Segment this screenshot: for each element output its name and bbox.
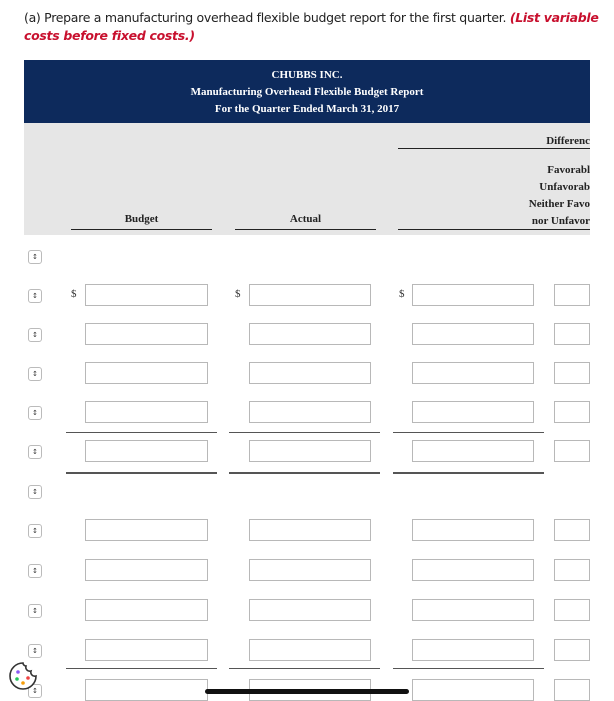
total-rule [393, 668, 544, 669]
actual-input[interactable] [249, 401, 371, 423]
report-title: Manufacturing Overhead Flexible Budget Report [190, 86, 424, 98]
difference-input[interactable] [412, 401, 534, 423]
subtotal-rule [66, 473, 217, 474]
cookie-icon[interactable] [7, 660, 39, 692]
favorable-label-4: nor Unfavor [531, 215, 590, 227]
actual-input[interactable] [249, 519, 371, 541]
actual-input[interactable] [249, 284, 371, 306]
difference-input[interactable] [412, 679, 534, 701]
budget-input[interactable] [85, 519, 208, 541]
difference-input[interactable] [412, 559, 534, 581]
actual-input[interactable] [249, 639, 371, 661]
difference-underline [398, 148, 590, 149]
difference-input[interactable] [412, 599, 534, 621]
budget-input[interactable] [85, 679, 208, 701]
row-select-icon[interactable]: ↕ [28, 406, 42, 420]
difference-input[interactable] [412, 440, 534, 462]
subtotal-rule [393, 473, 544, 474]
favorable-label-2: Unfavorab [539, 181, 590, 193]
favorable-label-1: Favorabl [547, 164, 590, 176]
actual-column-label: Actual [289, 213, 322, 225]
difference-input[interactable] [412, 284, 534, 306]
budget-column-label: Budget [124, 213, 159, 225]
favorable-select[interactable] [554, 639, 590, 661]
total-rule [66, 432, 217, 433]
currency-symbol: $ [399, 288, 405, 300]
difference-bottom-underline [398, 229, 590, 230]
budget-input[interactable] [85, 639, 208, 661]
currency-symbol: $ [235, 288, 241, 300]
favorable-select[interactable] [554, 284, 590, 306]
favorable-select[interactable] [554, 401, 590, 423]
instruction-prefix: (a) Prepare a manufacturing overhead flexible budget report for the first quarter. [24, 10, 507, 25]
actual-input[interactable] [249, 559, 371, 581]
budget-input[interactable] [85, 599, 208, 621]
actual-input[interactable] [249, 599, 371, 621]
instruction-hint: (List variable costs before fixed costs.) [24, 10, 599, 43]
home-indicator [205, 689, 409, 694]
budget-input[interactable] [85, 362, 208, 384]
row-select-icon[interactable]: ↕ [28, 250, 42, 264]
column-header [24, 123, 590, 235]
favorable-select[interactable] [554, 362, 590, 384]
row-select-icon[interactable]: ↕ [28, 485, 42, 499]
row-select-icon[interactable]: ↕ [28, 564, 42, 578]
report-banner [24, 60, 590, 123]
favorable-select[interactable] [554, 323, 590, 345]
difference-input[interactable] [412, 323, 534, 345]
row-select-icon[interactable]: ↕ [28, 684, 42, 698]
row-select-icon[interactable]: ↕ [28, 604, 42, 618]
budget-input[interactable] [85, 559, 208, 581]
instruction-text [24, 9, 599, 45]
total-rule [66, 668, 217, 669]
favorable-select[interactable] [554, 519, 590, 541]
favorable-select[interactable] [554, 679, 590, 701]
row-select-icon[interactable]: ↕ [28, 328, 42, 342]
actual-input[interactable] [249, 362, 371, 384]
row-select-icon[interactable]: ↕ [28, 524, 42, 538]
currency-symbol: $ [71, 288, 77, 300]
favorable-select[interactable] [554, 599, 590, 621]
row-select-icon[interactable]: ↕ [28, 289, 42, 303]
report-period: For the Quarter Ended March 31, 2017 [214, 103, 400, 115]
subtotal-rule [229, 473, 380, 474]
difference-input[interactable] [412, 519, 534, 541]
budget-underline [71, 229, 212, 230]
actual-input[interactable] [249, 323, 371, 345]
difference-input[interactable] [412, 362, 534, 384]
favorable-select[interactable] [554, 559, 590, 581]
total-rule [229, 432, 380, 433]
budget-input[interactable] [85, 323, 208, 345]
favorable-label-3: Neither Favo [528, 198, 590, 210]
row-select-icon[interactable]: ↕ [28, 367, 42, 381]
actual-input[interactable] [249, 440, 371, 462]
difference-label: Differenc [546, 135, 590, 147]
row-select-icon[interactable]: ↕ [28, 644, 42, 658]
budget-input[interactable] [85, 401, 208, 423]
favorable-select[interactable] [554, 440, 590, 462]
budget-input[interactable] [85, 440, 208, 462]
row-select-icon[interactable]: ↕ [28, 445, 42, 459]
total-rule [393, 432, 544, 433]
budget-input[interactable] [85, 284, 208, 306]
company-name: CHUBBS INC. [271, 69, 343, 81]
actual-underline [235, 229, 376, 230]
total-rule [229, 668, 380, 669]
difference-input[interactable] [412, 639, 534, 661]
